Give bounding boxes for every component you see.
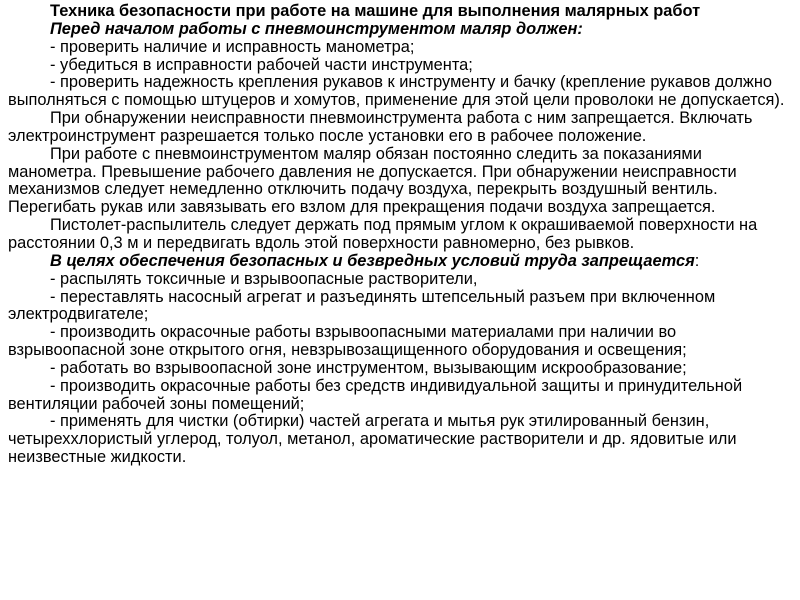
prohibited-heading-colon: : — [694, 251, 700, 270]
paragraph-spray-gun: Пистолет-распылитель следует держать под прямым углом к окрашиваемой поверхности на расстоянии 0,3 м и передвигать вдоль этой поверхности равномерно, без рывков. — [8, 216, 758, 252]
list-item: - проверить наличие и исправность манометра; — [50, 37, 415, 56]
list-item: - распылять токсичные и взрывоопасные растворители, — [50, 269, 478, 288]
paragraph-manometer: При работе с пневмоинструментом маляр обязан постоянно следить за показаниями манометра. Превышение рабочего давления не допускается. При обнаружении неисправности механизмов следует немедленно отключить подачу воздуха, перекрыть воздушный вентиль. Перегибать рукав или завязывать его взлом для прекращения подачи воздуха запрещается. — [8, 144, 737, 217]
paragraph-malfunction: При обнаружении неисправности пневмоинструмента работа с ним запрещается. Включать электроинструмент разрешается только после установки его в рабочее положение. — [8, 109, 753, 145]
list-item: - производить окрасочные работы взрывоопасными материалами при наличии во взрывоопасной зоне открытого огня, невзрывозащищенного оборудования и освещения; — [8, 323, 687, 360]
list-item: - применять для чистки (обтирки) частей агрегата и мытья рук этилированный бензин, четыреххлористый углерод, толуол, метанол, ароматические растворители и др. ядовитые или неизвестные жидкости. — [8, 412, 737, 467]
list-item: - переставлять насосный агрегат и разъединять штепсельный разъем при включенном электродвигателе; — [8, 287, 716, 324]
document-page — [8, 3, 792, 467]
list-item: - проверить надежность крепления рукавов к инструменту и бачку (крепление рукавов должно выполняться с помощью штуцеров и хомутов, применение для этой цели проволоки не допускается). — [8, 73, 785, 110]
list-item: - убедиться в исправности рабочей части инструмента; — [50, 55, 473, 74]
list-item: - работать во взрывоопасной зоне инструментом, вызывающим искрообразование; — [50, 358, 687, 377]
list-item: - производить окрасочные работы без средств индивидуальной защиты и принудительной вентиляции рабочей зоны помещений; — [8, 376, 743, 413]
section-heading-before-work: Перед началом работы с пневмоинструментом маляр должен: — [50, 19, 583, 38]
prohibited-heading-text: В целях обеспечения безопасных и безвредных условий труда запрещается — [50, 251, 695, 270]
section-heading-prohibited — [8, 253, 792, 271]
document-title: Техника безопасности при работе на машине для выполнения малярных работ — [50, 2, 701, 20]
